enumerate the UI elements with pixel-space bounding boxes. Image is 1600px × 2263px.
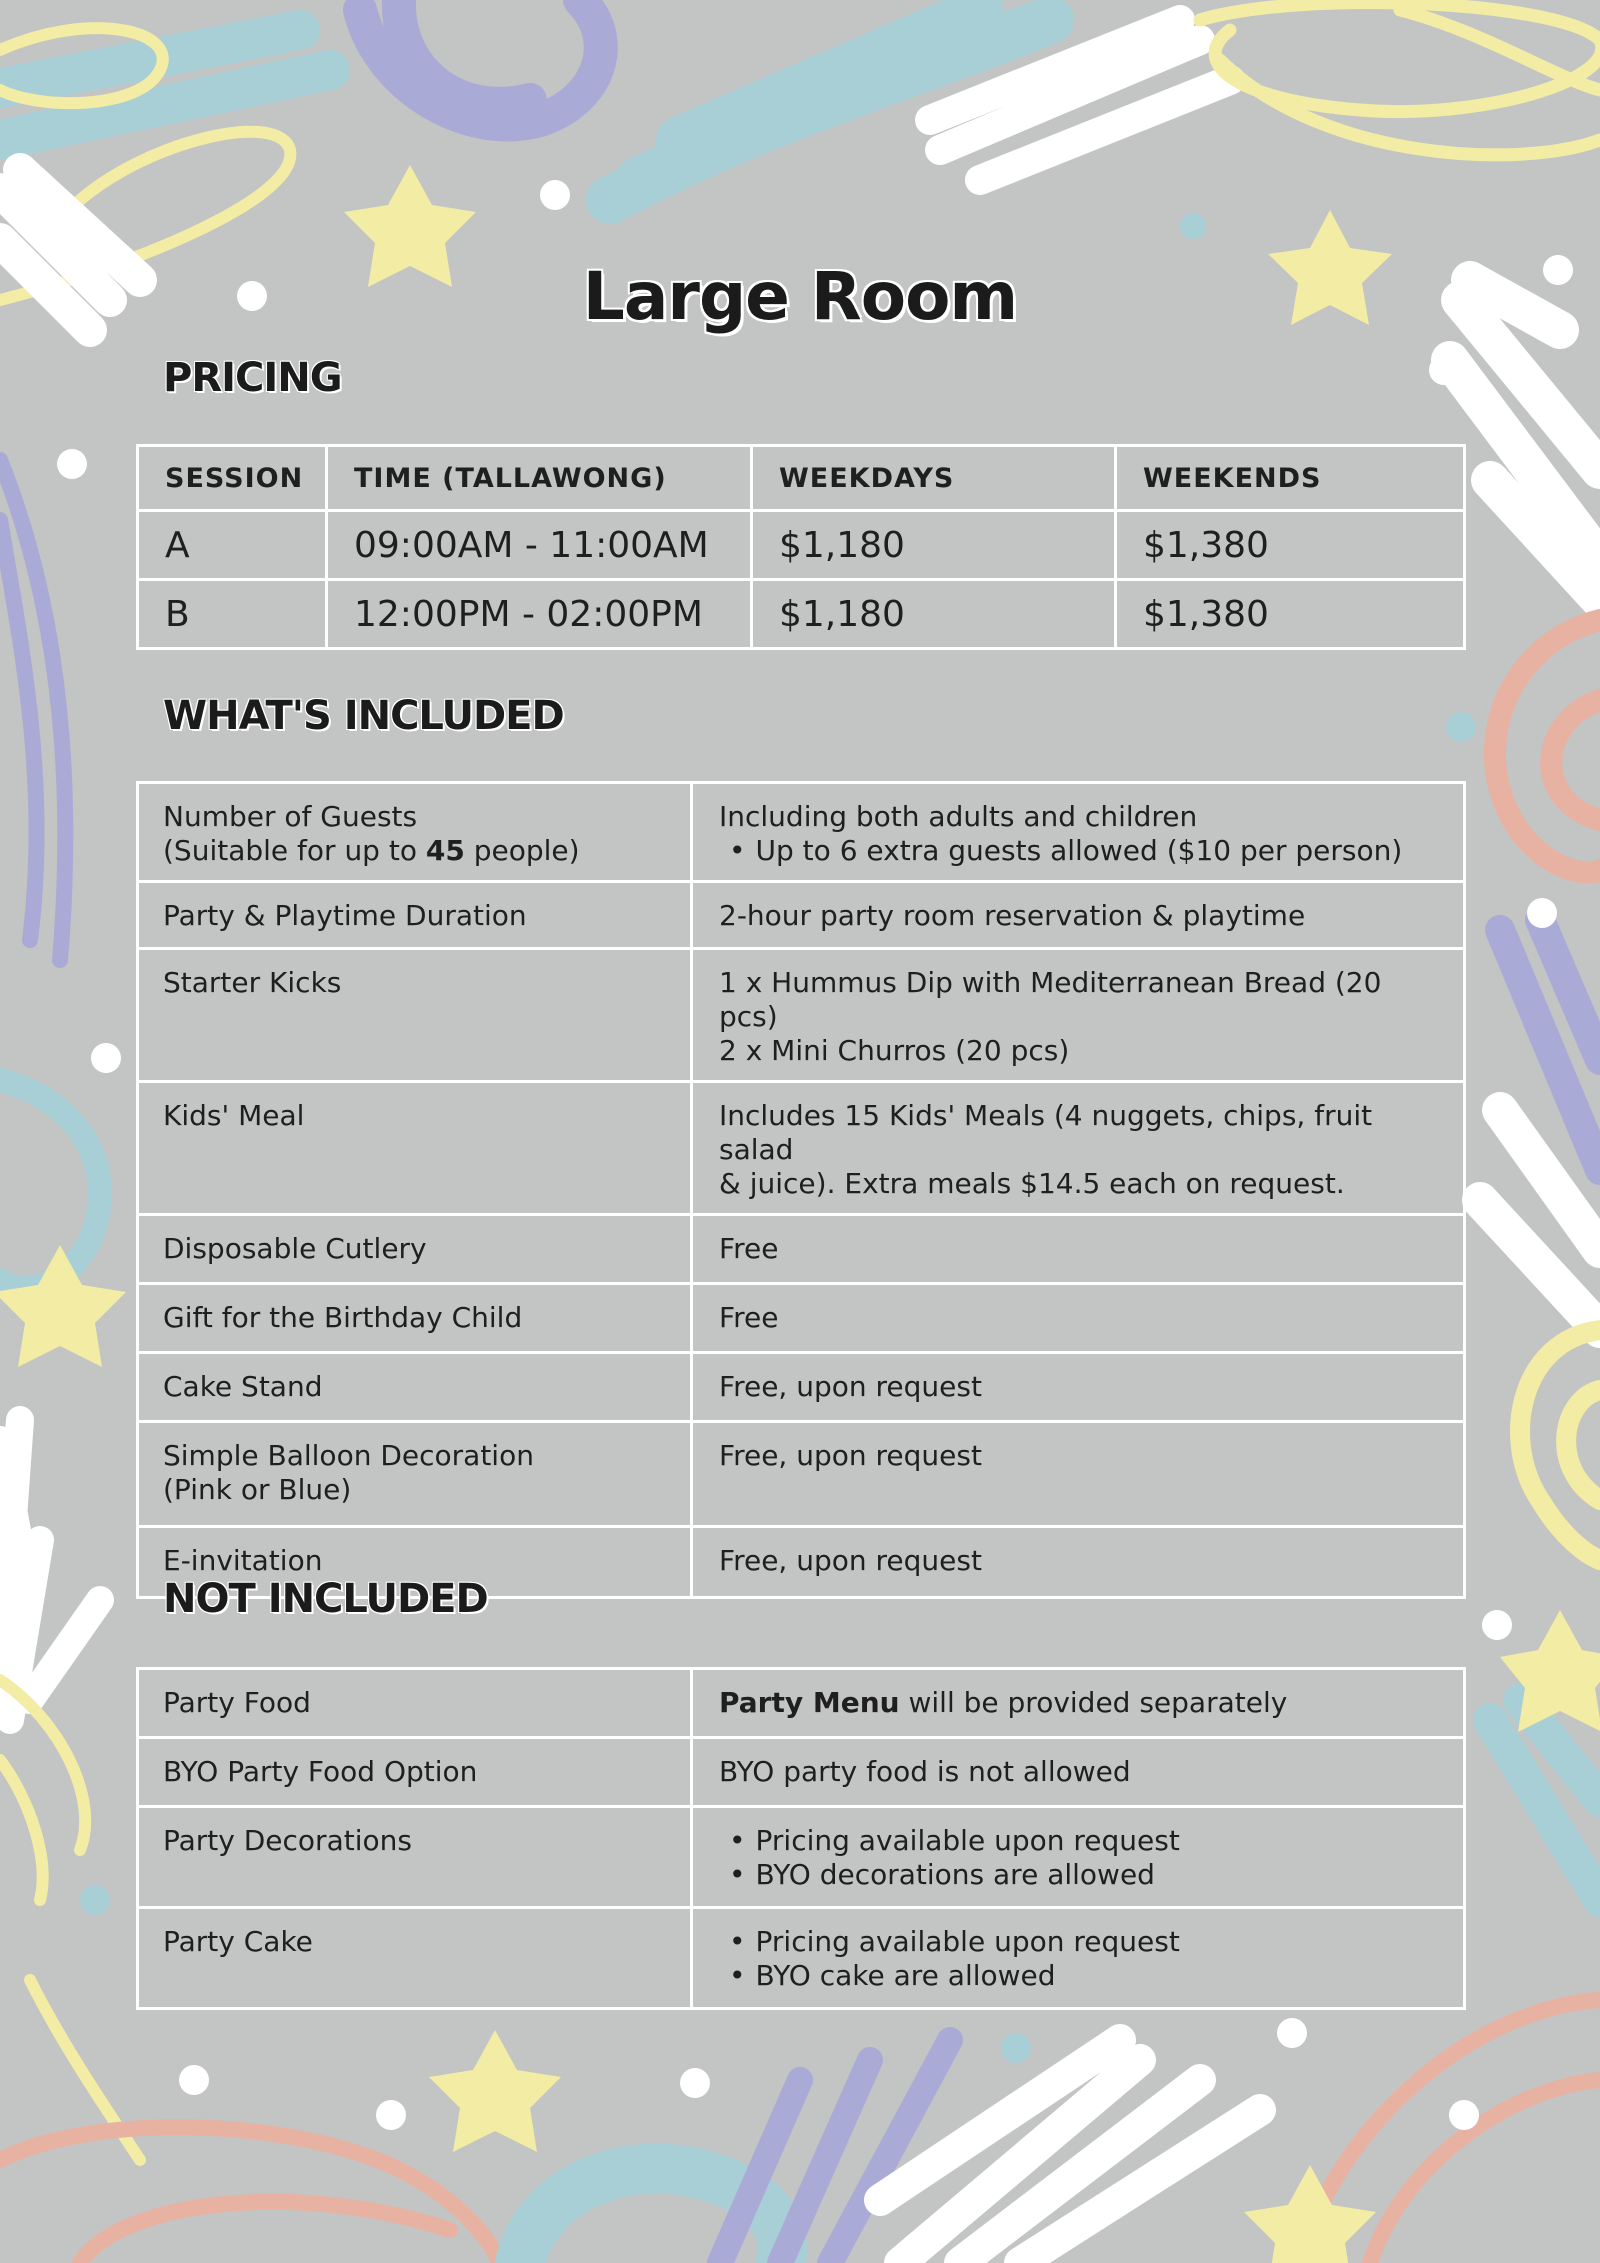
header-session: SESSION bbox=[138, 446, 327, 511]
header-weekends: WEEKENDS bbox=[1116, 446, 1465, 511]
page-title: Large Room bbox=[582, 258, 1018, 335]
row-label: Party Cake bbox=[138, 1908, 692, 2009]
table-row bbox=[138, 1353, 1465, 1422]
row-value: 1 x Hummus Dip with Mediterranean Bread (20 pcs) 2 x Mini Churros (20 pcs) bbox=[692, 949, 1465, 1082]
row-value: Free bbox=[692, 1215, 1465, 1284]
table-row bbox=[138, 1669, 1465, 1738]
row-value: Free, upon request bbox=[692, 1527, 1465, 1598]
weekends-price: $1,380 bbox=[1116, 580, 1465, 649]
table-row bbox=[138, 1738, 1465, 1807]
table-row bbox=[138, 1908, 1465, 2009]
row-label: Gift for the Birthday Child bbox=[138, 1284, 692, 1353]
weekdays-price: $1,180 bbox=[752, 511, 1116, 580]
table-row bbox=[138, 949, 1465, 1082]
row-label: Kids' Meal bbox=[138, 1082, 692, 1215]
guests-label: Number of Guests bbox=[163, 800, 418, 833]
included-heading: WHAT'S INCLUDED bbox=[163, 693, 564, 739]
pricing-header-row bbox=[138, 446, 1465, 511]
table-row bbox=[138, 1422, 1465, 1527]
table-row bbox=[138, 511, 1465, 580]
row-value: 2-hour party room reservation & playtime bbox=[692, 882, 1465, 949]
table-row bbox=[138, 1082, 1465, 1215]
table-row bbox=[138, 1215, 1465, 1284]
row-label bbox=[138, 783, 692, 882]
row-label: Party Decorations bbox=[138, 1807, 692, 1908]
row-value: • Pricing available upon request • BYO decorations are allowed bbox=[692, 1807, 1465, 1908]
row-label: Party Food bbox=[138, 1669, 692, 1738]
guests-extra: • Up to 6 extra guests allowed ($10 per person) bbox=[719, 834, 1441, 868]
table-row bbox=[138, 580, 1465, 649]
table-row bbox=[138, 882, 1465, 949]
time-cell: 09:00AM - 11:00AM bbox=[327, 511, 752, 580]
table-row bbox=[138, 1807, 1465, 1908]
header-time: TIME (TALLAWONG) bbox=[327, 446, 752, 511]
weekends-price: $1,380 bbox=[1116, 511, 1465, 580]
weekdays-price: $1,180 bbox=[752, 580, 1116, 649]
row-value: BYO party food is not allowed bbox=[692, 1738, 1465, 1807]
not-included-table bbox=[136, 1667, 1466, 2010]
row-value: • Pricing available upon request • BYO cake are allowed bbox=[692, 1908, 1465, 2009]
row-value: Free, upon request bbox=[692, 1422, 1465, 1527]
row-label: E-invitation bbox=[138, 1527, 692, 1598]
guests-detail: Including both adults and children bbox=[719, 800, 1198, 833]
pricing-heading: PRICING bbox=[163, 355, 342, 401]
included-table bbox=[136, 781, 1466, 1599]
session-cell: B bbox=[138, 580, 327, 649]
table-row bbox=[138, 783, 1465, 882]
row-value: Free, upon request bbox=[692, 1353, 1465, 1422]
row-value bbox=[692, 783, 1465, 882]
row-label: Party & Playtime Duration bbox=[138, 882, 692, 949]
pricing-table bbox=[136, 444, 1466, 650]
row-value: Free bbox=[692, 1284, 1465, 1353]
header-weekdays: WEEKDAYS bbox=[752, 446, 1116, 511]
guests-suitable: (Suitable for up to 45 people) bbox=[163, 834, 580, 867]
table-row bbox=[138, 1284, 1465, 1353]
time-cell: 12:00PM - 02:00PM bbox=[327, 580, 752, 649]
row-label: Simple Balloon Decoration (Pink or Blue) bbox=[138, 1422, 692, 1527]
row-value: Party Menu will be provided separately bbox=[692, 1669, 1465, 1738]
row-value: Includes 15 Kids' Meals (4 nuggets, chips, fruit salad & juice). Extra meals $14.5 each on request. bbox=[692, 1082, 1465, 1215]
row-label: Starter Kicks bbox=[138, 949, 692, 1082]
session-cell: A bbox=[138, 511, 327, 580]
row-label: BYO Party Food Option bbox=[138, 1738, 692, 1807]
row-label: Cake Stand bbox=[138, 1353, 692, 1422]
not-included-heading: NOT INCLUDED bbox=[163, 1576, 488, 1622]
row-label: Disposable Cutlery bbox=[138, 1215, 692, 1284]
